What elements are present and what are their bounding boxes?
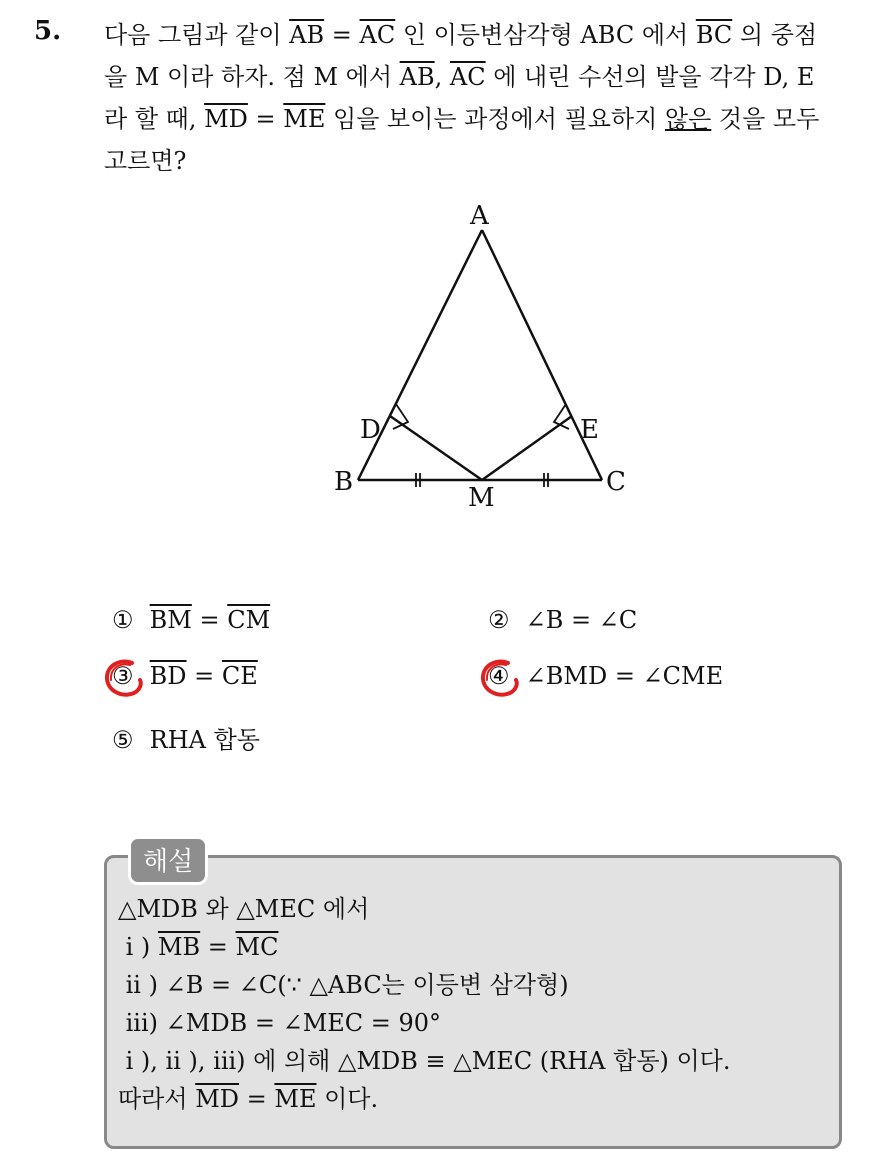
segment-ab: $\overline{AB}$ bbox=[399, 63, 435, 91]
choice-1[interactable]: ① $\overline{BM} = \overline{CM}$ bbox=[112, 606, 271, 634]
right-angle-d bbox=[393, 404, 408, 429]
segment-me bbox=[482, 416, 572, 480]
explanation-text bbox=[118, 890, 838, 1118]
triangle-figure bbox=[320, 190, 640, 520]
label-m: M bbox=[468, 483, 495, 513]
segment-md bbox=[390, 416, 482, 480]
choice-2[interactable]: ② ∠B = ∠C bbox=[488, 606, 638, 634]
answer-mark-3 bbox=[102, 656, 146, 700]
explanation-line-6: 따라서 $\overline{MD} = \overline{ME}$ 이다. bbox=[118, 1085, 379, 1113]
underlined-word: 않은 bbox=[664, 105, 712, 133]
explanation-line-2: i ) $\overline{MB} = \overline{MC}$ bbox=[118, 933, 279, 961]
label-b: B bbox=[334, 467, 354, 497]
segment-me: $\overline{ME}$ bbox=[283, 105, 326, 133]
question-line-3: 라 할 때, $\overline{MD} = \overline{ME}$ 임을 보이는 과정에서 필요하지 않은 것을 모두 bbox=[104, 105, 820, 133]
explanation-line-3: ii ) ∠B = ∠C(∵ △ABC는 이등변 삼각형) bbox=[118, 971, 569, 999]
segment-ab: $\overline{AB}$ bbox=[289, 21, 325, 49]
choice-3[interactable]: ③ $\overline{BD} = \overline{CE}$ bbox=[112, 662, 258, 690]
label-e: E bbox=[580, 415, 599, 445]
segment-ac: $\overline{AC}$ bbox=[449, 63, 486, 91]
explanation-line-5: i ), ii ), iii) 에 의해 △MDB ≡ △MEC (RHA 합동) 이다. bbox=[118, 1047, 731, 1075]
choice-4[interactable]: ④ ∠BMD = ∠CME bbox=[488, 662, 724, 690]
choice-5[interactable]: ⑤ RHA 합동 bbox=[112, 726, 260, 754]
question-text bbox=[104, 14, 874, 182]
label-d: D bbox=[360, 415, 381, 445]
question-number: 5. bbox=[34, 16, 62, 46]
explanation-line-1: △MDB 와 △MEC 에서 bbox=[118, 895, 370, 923]
segment-md: $\overline{MD}$ bbox=[204, 105, 248, 133]
question-line-4: 고르면? bbox=[104, 147, 187, 175]
label-c: C bbox=[606, 467, 626, 497]
explanation-line-4: iii) ∠MDB = ∠MEC = 90° bbox=[118, 1009, 442, 1037]
segment-ac: $\overline{AC}$ bbox=[359, 21, 396, 49]
answer-mark-4 bbox=[478, 656, 522, 700]
question-line-1: 다음 그림과 같이 $\overline{AB} = \overline{AC}$ 인 이등변삼각형 ABC 에서 $\overline{BC}$ 의 중점 bbox=[104, 21, 818, 49]
question-line-2: 을 M 이라 하자. 점 M 에서 $\overline{AB}$, $\overline{AC}$ 에 내린 수선의 발을 각각 D, E bbox=[104, 63, 815, 91]
label-a: A bbox=[470, 201, 489, 231]
segment-bc: $\overline{BC}$ bbox=[695, 21, 733, 49]
explanation-tag: 해설 bbox=[128, 836, 208, 885]
